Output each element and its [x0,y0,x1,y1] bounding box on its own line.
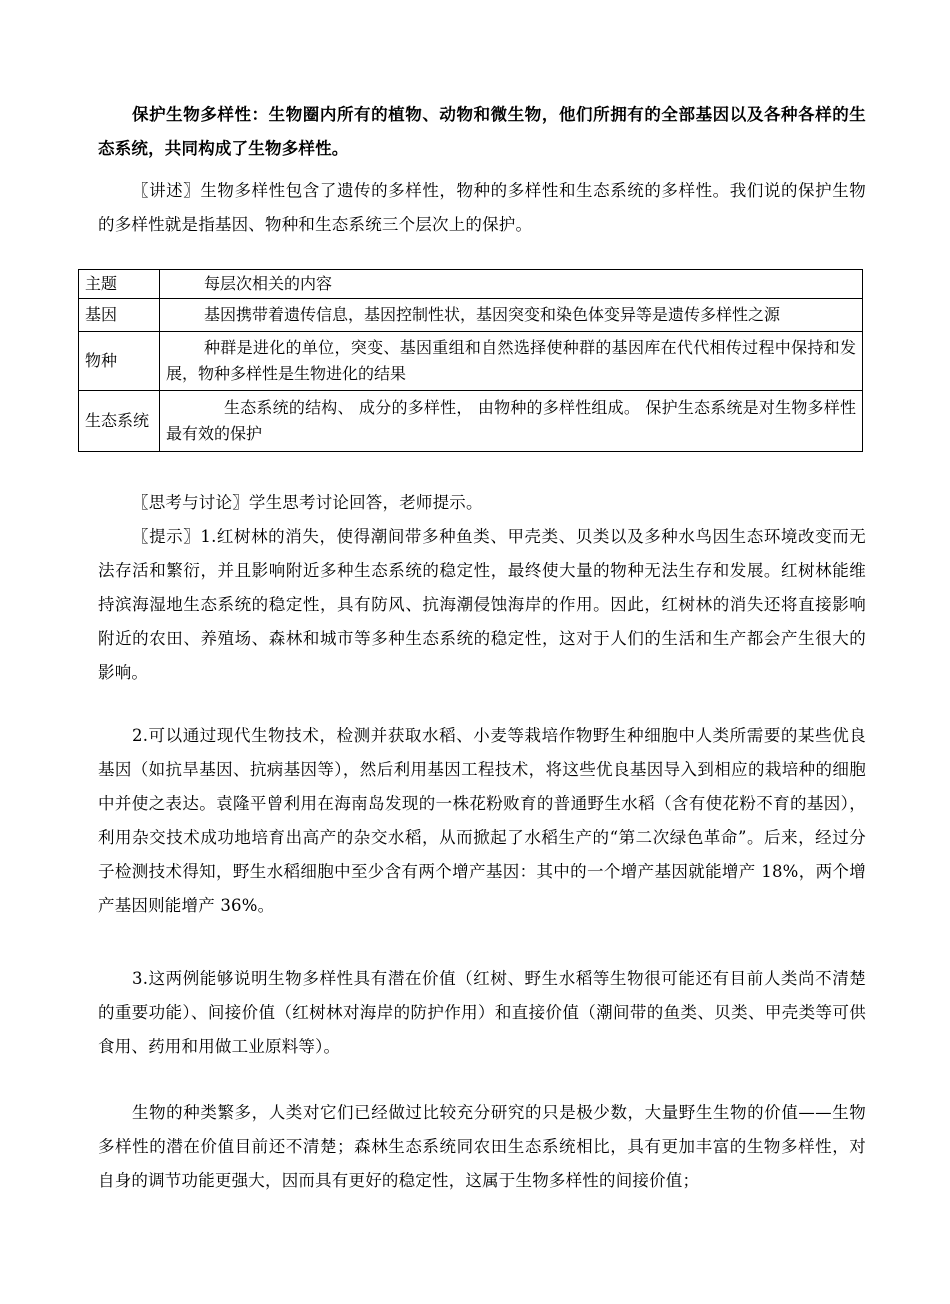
table-row [79,391,863,452]
definition-paragraph: 保护生物多样性：生物圈内所有的植物、动物和微生物，他们所拥有的全部基因以及各种各样的生态系统，共同构成了生物多样性。 [98,105,866,158]
value-paragraph: 生物的种类繁多，人类对它们已经做过比较充分研究的只是极少数，大量野生生物的价值——生物多样性的潜在价值目前还不清楚；森林生态系统同农田生态系统相比，具有更加丰富的生物多样性，对自身的调节功能更强大，因而具有更好的稳定性，这属于生物多样性的间接价值； [98,1103,866,1190]
table-cell-topic: 生态系统 [79,391,160,452]
table-cell-topic: 物种 [79,332,160,391]
table-cell-content [160,391,863,452]
table-row [79,299,863,332]
table-header-row [79,270,863,299]
table-header-topic: 主题 [79,270,160,299]
table-row [79,332,863,391]
lecture-paragraph: 〖讲述〗生物多样性包含了遗传的多样性，物种的多样性和生态系统的多样性。我们说的保护生物的多样性就是指基因、物种和生态系统三个层次上的保护。 [98,181,866,234]
table-header-content [160,270,863,299]
table-cell-content [160,332,863,391]
think-discuss-paragraph: 〖思考与讨论〗学生思考讨论回答，老师提示。 [132,493,483,512]
table-header-content-text: 每层次相关的内容 [204,274,333,293]
hint-3-paragraph: 3.这两例能够说明生物多样性具有潜在价值（红树、野生水稻等生物很可能还有目前人类尚不清楚的重要功能）、间接价值（红树林对海岸的防护作用）和直接价值（潮间带的鱼类、贝类、甲壳类等可供食用、药用和用做工业原料等）。 [98,969,866,1056]
table-cell-topic: 基因 [79,299,160,332]
hint-2-paragraph: 2.可以通过现代生物技术，检测并获取水稻、小麦等栽培作物野生种细胞中人类所需要的某些优良基因（如抗旱基因、抗病基因等），然后利用基因工程技术，将这些优良基因导入到相应的栽培种的细胞中并使之表达。袁隆平曾利用在海南岛发现的一株花粉败育的普通野生水稻（含有使花粉不育的基因），利用杂交技术成功地培育出高产的杂交水稻，从而掀起了水稻生产的“第二次绿色革命”。后来，经过分子检测技术得知，野生水稻细胞中至少含有两个增产基因：其中的一个增产基因就能增产 18%，两个增产基因则能增产 36%。 [98,726,866,915]
table-cell-content-text: 基因携带着遗传信息，基因控制性状，基因突变和染色体变异等是遗传多样性之源 [204,305,781,324]
table-cell-content-text: 种群是进化的单位，突变、基因重组和自然选择使种群的基因库在代代相传过程中保持和发展，物种多样性是生物进化的结果 [166,338,856,383]
table-cell-content [160,299,863,332]
table-cell-content-text: 生态系统的结构、 成分的多样性， 由物种的多样性组成。 保护生态系统是对生物多样性最有效的保护 [166,398,856,443]
biodiversity-levels-table [78,269,863,452]
hint-1-paragraph: 〖提示〗1.红树林的消失，使得潮间带多种鱼类、甲壳类、贝类以及多种水鸟因生态环境改变而无法存活和繁衍，并且影响附近多种生态系统的稳定性，最终使大量的物种无法生存和发展。红树林能维持滨海湿地生态系统的稳定性，具有防风、抗海潮侵蚀海岸的作用。因此，红树林的消失还将直接影响附近的农田、养殖场、森林和城市等多种生态系统的稳定性，这对于人们的生活和生产都会产生很大的影响。 [98,527,866,682]
